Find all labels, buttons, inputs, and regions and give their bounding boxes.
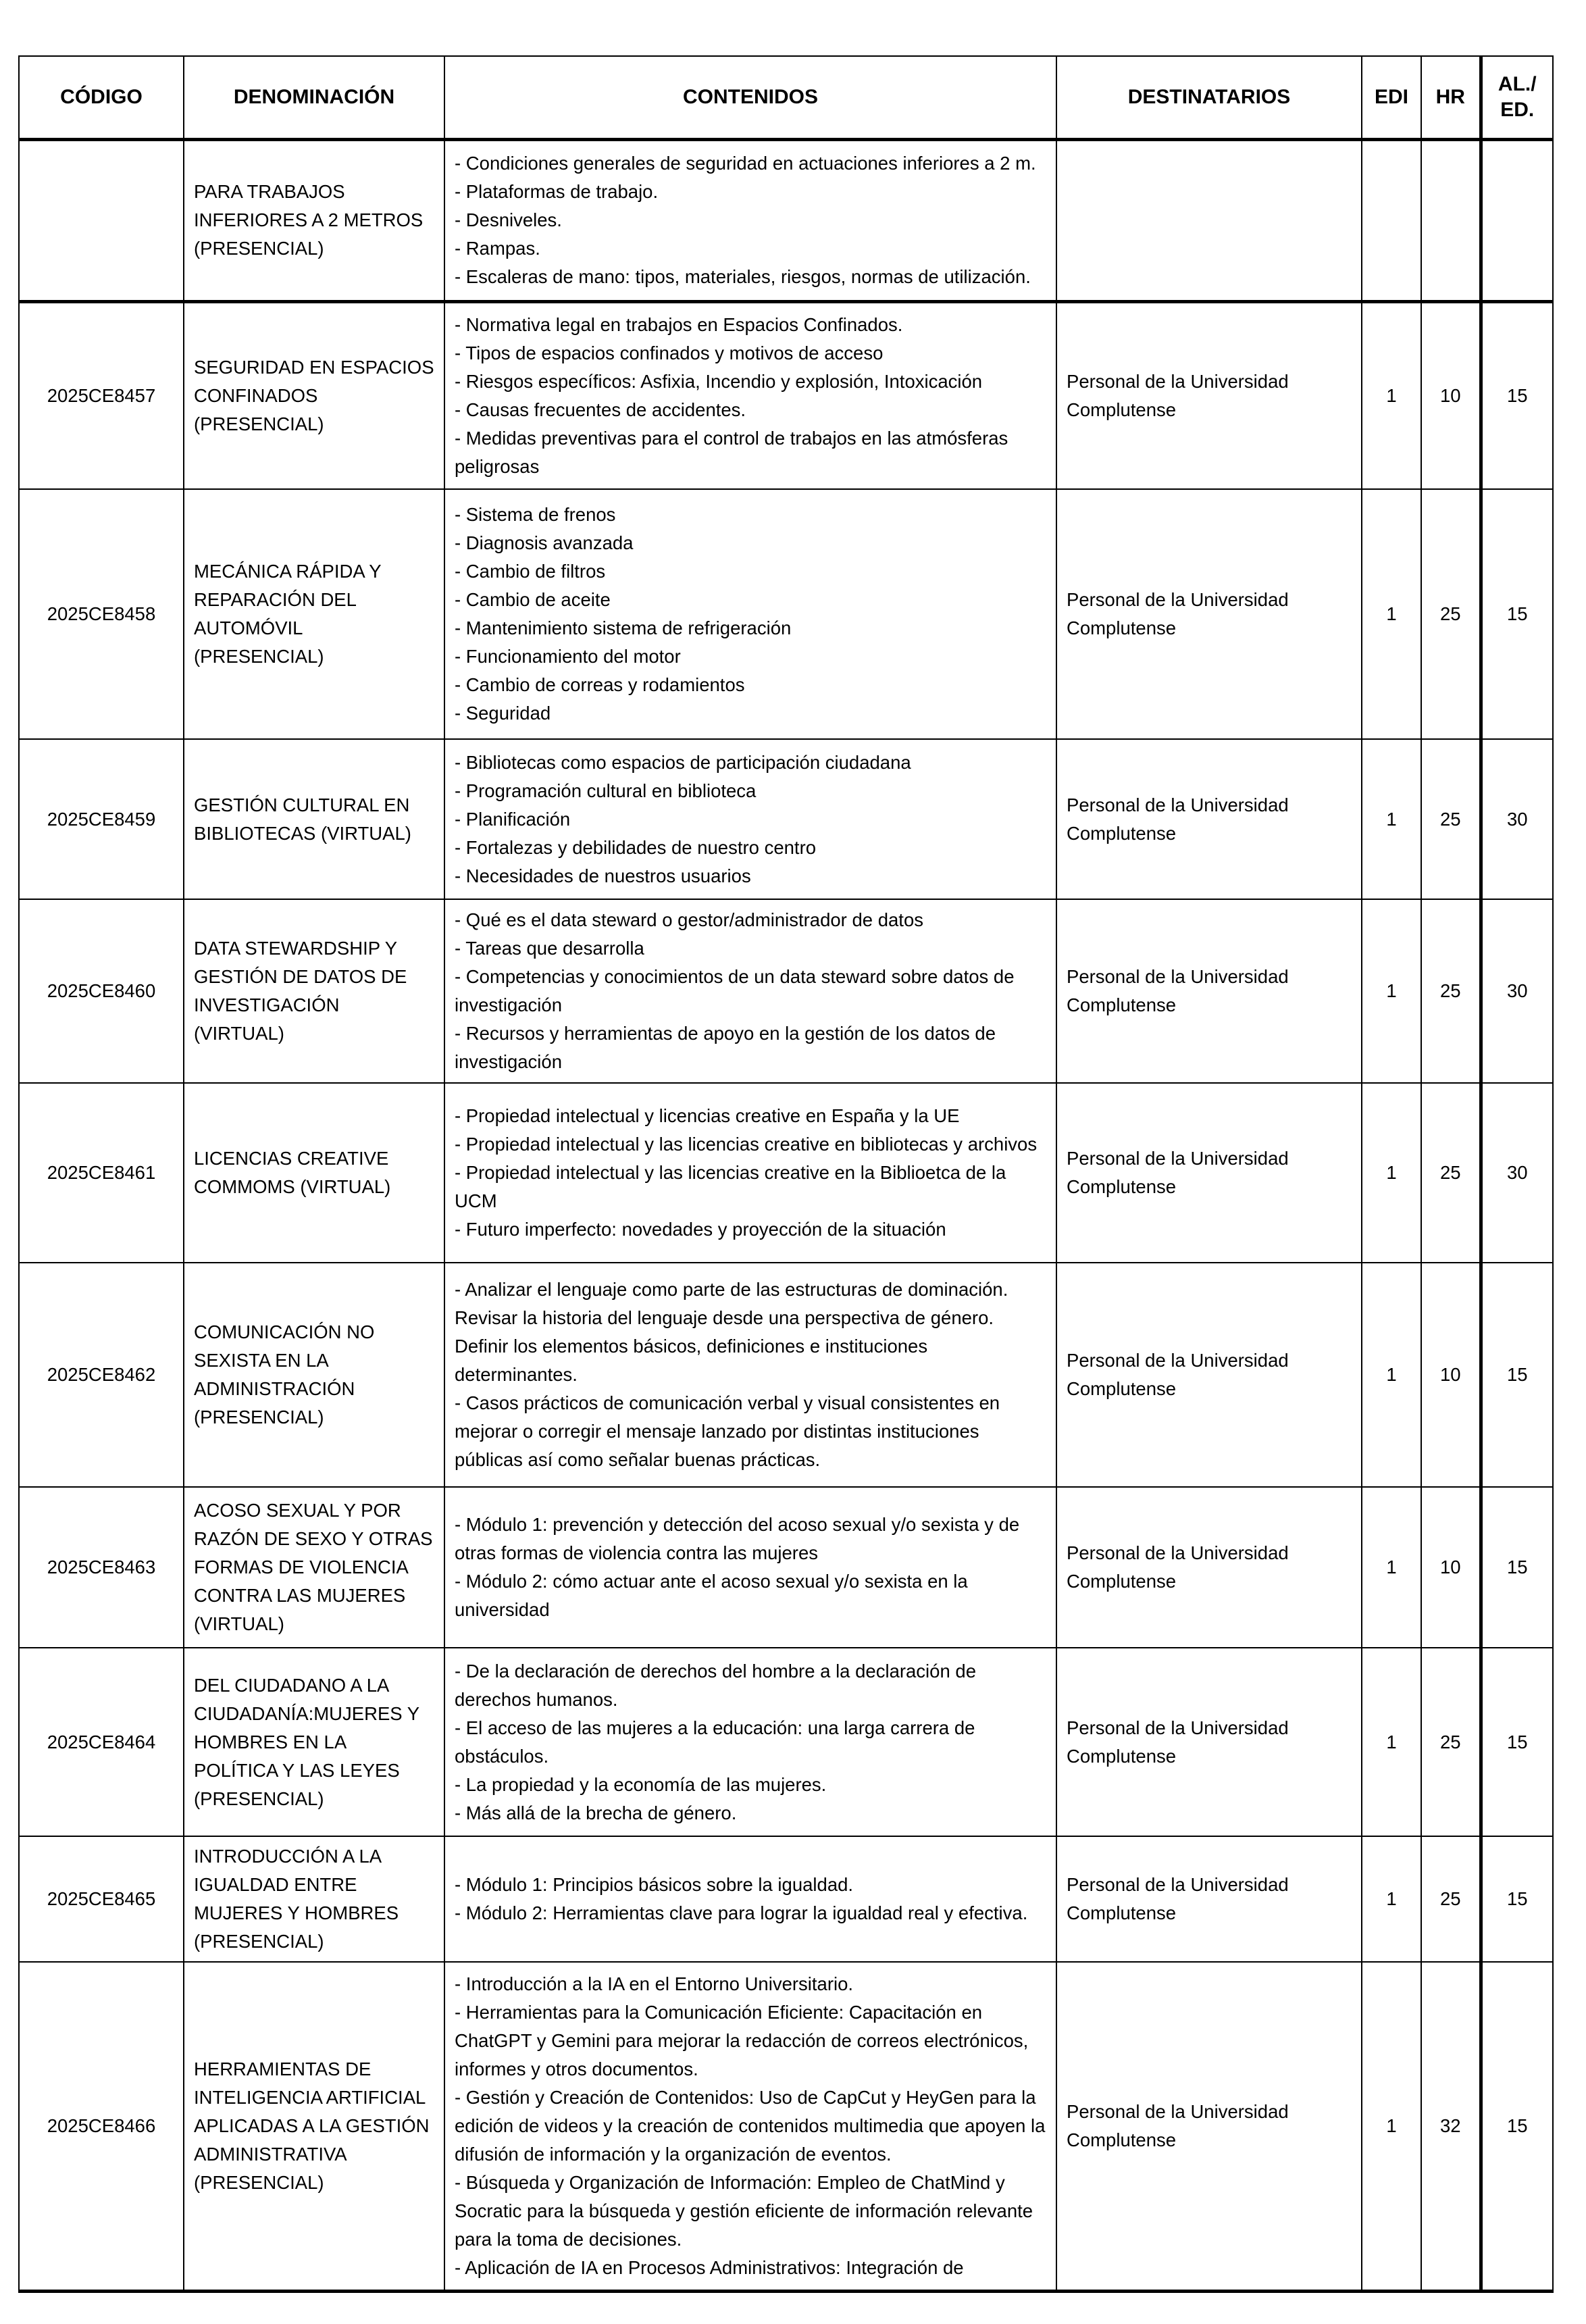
cell-edi: 1 <box>1362 1648 1421 1836</box>
cell-codigo: 2025CE8457 <box>19 301 184 489</box>
cell-contenidos <box>444 1487 1056 1648</box>
column-header-codigo: CÓDIGO <box>19 56 184 139</box>
cell-edi: 1 <box>1362 1263 1421 1487</box>
cell-edi: 1 <box>1362 489 1421 739</box>
content-item: - Escaleras de mano: tipos, materiales, riesgos, normas de utilización. <box>455 266 1031 287</box>
cell-al-ed: 30 <box>1481 1083 1553 1263</box>
table-header <box>19 56 1553 139</box>
cell-codigo: 2025CE8463 <box>19 1487 184 1648</box>
cell-contenidos <box>444 739 1056 899</box>
cell-contenidos <box>444 899 1056 1083</box>
cell-hr: 10 <box>1421 301 1481 489</box>
cell-hr: 25 <box>1421 489 1481 739</box>
table-row <box>19 1487 1553 1648</box>
content-item: - Normativa legal en trabajos en Espacios Confinados. <box>455 313 903 335</box>
cell-codigo: 2025CE8465 <box>19 1836 184 1962</box>
column-header-destinatarios: DESTINATARIOS <box>1056 56 1362 139</box>
cell-codigo: 2025CE8466 <box>19 1962 184 2291</box>
content-item: - Casos prácticos de comunicación verbal y visual consistentes en mejorar o corregir el mensaje lanzado por distintas instituciones públicas así como señalar buenas prácticas. <box>455 1392 1000 1470</box>
cell-denominacion: GESTIÓN CULTURAL EN BIBLIOTECAS (VIRTUAL) <box>184 739 444 899</box>
cell-al-ed: 15 <box>1481 1836 1553 1962</box>
content-item: - Más allá de la brecha de género. <box>455 1802 737 1823</box>
content-item: - Módulo 1: prevención y detección del acoso sexual y/o sexista y de otras formas de violencia contra las mujeres <box>455 1514 1020 1563</box>
table-body <box>19 139 1553 2291</box>
content-item: - Causas frecuentes de accidentes. <box>455 399 746 420</box>
cell-al-ed: 30 <box>1481 739 1553 899</box>
cell-contenidos <box>444 301 1056 489</box>
content-item: - Diagnosis avanzada <box>455 532 634 553</box>
cell-codigo <box>19 139 184 301</box>
cell-codigo: 2025CE8458 <box>19 489 184 739</box>
content-item: - Medidas preventivas para el control de trabajos en las atmósferas peligrosas <box>455 427 1008 477</box>
cell-edi: 1 <box>1362 301 1421 489</box>
cell-al-ed: 15 <box>1481 301 1553 489</box>
content-item: - Necesidades de nuestros usuarios <box>455 865 751 886</box>
cell-codigo: 2025CE8459 <box>19 739 184 899</box>
cell-denominacion: HERRAMIENTAS DE INTELIGENCIA ARTIFICIAL APLICADAS A LA GESTIÓN ADMINISTRATIVA (PRESENCIAL) <box>184 1962 444 2291</box>
content-item: - Fortalezas y debilidades de nuestro centro <box>455 836 817 858</box>
cell-destinatarios: Personal de la Universidad Complutense <box>1056 1487 1362 1648</box>
cell-destinatarios: Personal de la Universidad Complutense <box>1056 1263 1362 1487</box>
cell-contenidos <box>444 1648 1056 1836</box>
cell-destinatarios: Personal de la Universidad Complutense <box>1056 1962 1362 2291</box>
content-item: - Planificación <box>455 808 571 830</box>
content-item: - Propiedad intelectual y las licencias creative en bibliotecas y archivos <box>455 1134 1038 1155</box>
table-row <box>19 1263 1553 1487</box>
column-header-hr: HR <box>1421 56 1481 139</box>
cell-edi: 1 <box>1362 1962 1421 2291</box>
content-item: - De la declaración de derechos del hombre a la declaración de derechos humanos. <box>455 1660 976 1710</box>
cell-hr: 25 <box>1421 1836 1481 1962</box>
cell-denominacion: MECÁNICA RÁPIDA Y REPARACIÓN DEL AUTOMÓVIL (PRESENCIAL) <box>184 489 444 739</box>
cell-hr: 10 <box>1421 1263 1481 1487</box>
content-item: - El acceso de las mujeres a la educación: una larga carrera de obstáculos. <box>455 1717 975 1767</box>
cell-contenidos <box>444 489 1056 739</box>
content-item: - Gestión y Creación de Contenidos: Uso de CapCut y HeyGen para la edición de videos y la creación de contenidos multimedia que apoyen la difusión de información y la organización de eventos. <box>455 2086 1046 2165</box>
cell-hr: 25 <box>1421 1648 1481 1836</box>
cell-denominacion: SEGURIDAD EN ESPACIOS CONFINADOS (PRESENCIAL) <box>184 301 444 489</box>
cell-al-ed: 15 <box>1481 489 1553 739</box>
content-item: - Analizar el lenguaje como parte de las estructuras de dominación. Revisar la historia del lenguaje desde una perspectiva de género. Definir los elementos básicos, definiciones e instituciones determinantes. <box>455 1279 1008 1385</box>
cell-al-ed: 15 <box>1481 1487 1553 1648</box>
content-item: - Recursos y herramientas de apoyo en la gestión de los datos de investigación <box>455 1023 996 1072</box>
content-item: - Cambio de filtros <box>455 561 606 582</box>
cell-hr: 25 <box>1421 1083 1481 1263</box>
cell-al-ed: 15 <box>1481 1962 1553 2291</box>
content-item: - Sistema de frenos <box>455 504 616 525</box>
cell-edi: 1 <box>1362 739 1421 899</box>
course-table <box>18 55 1554 2293</box>
table-row <box>19 1648 1553 1836</box>
cell-codigo: 2025CE8462 <box>19 1263 184 1487</box>
table-row <box>19 301 1553 489</box>
cell-codigo: 2025CE8460 <box>19 899 184 1083</box>
content-item: - Propiedad intelectual y las licencias creative en la Biblioetca de la UCM <box>455 1162 1006 1211</box>
content-item: - Desniveles. <box>455 209 562 230</box>
cell-edi <box>1362 139 1421 301</box>
content-item: - Rampas. <box>455 238 540 259</box>
cell-contenidos <box>444 1083 1056 1263</box>
cell-destinatarios: Personal de la Universidad Complutense <box>1056 739 1362 899</box>
table-row <box>19 139 1553 301</box>
cell-destinatarios: Personal de la Universidad Complutense <box>1056 899 1362 1083</box>
cell-edi: 1 <box>1362 899 1421 1083</box>
content-item: - Cambio de aceite <box>455 589 611 610</box>
column-header-al-ed: AL./ ED. <box>1481 56 1553 139</box>
cell-destinatarios: Personal de la Universidad Complutense <box>1056 489 1362 739</box>
cell-contenidos <box>444 1836 1056 1962</box>
content-item: - La propiedad y la economía de las mujeres. <box>455 1773 827 1795</box>
content-item: - Mantenimiento sistema de refrigeración <box>455 617 792 638</box>
table-row <box>19 489 1553 739</box>
cell-codigo: 2025CE8464 <box>19 1648 184 1836</box>
cell-destinatarios: Personal de la Universidad Complutense <box>1056 1648 1362 1836</box>
cell-denominacion: COMUNICACIÓN NO SEXISTA EN LA ADMINISTRACIÓN (PRESENCIAL) <box>184 1263 444 1487</box>
table-row <box>19 1083 1553 1263</box>
content-item: - Futuro imperfecto: novedades y proyección de la situación <box>455 1219 946 1240</box>
content-item: - Módulo 2: Herramientas clave para lograr la igualdad real y efectiva. <box>455 1902 1028 1923</box>
content-item: - Condiciones generales de seguridad en actuaciones inferiores a 2 m. <box>455 153 1036 174</box>
content-item: - Módulo 1: Principios básicos sobre la igualdad. <box>455 1874 854 1895</box>
cell-denominacion: DEL CIUDADANO A LA CIUDADANÍA:MUJERES Y HOMBRES EN LA POLÍTICA Y LAS LEYES (PRESENCIAL) <box>184 1648 444 1836</box>
cell-hr: 25 <box>1421 739 1481 899</box>
cell-destinatarios: Personal de la Universidad Complutense <box>1056 1836 1362 1962</box>
content-item: - Introducción a la IA en el Entorno Universitario. <box>455 1973 854 1994</box>
content-item: - Qué es el data steward o gestor/administrador de datos <box>455 909 923 930</box>
content-item: - Aplicación de IA en Procesos Administrativos: Integración de <box>455 2256 964 2278</box>
cell-denominacion: LICENCIAS CREATIVE COMMOMS (VIRTUAL) <box>184 1083 444 1263</box>
cell-hr: 32 <box>1421 1962 1481 2291</box>
cell-codigo: 2025CE8461 <box>19 1083 184 1263</box>
content-item: - Tareas que desarrolla <box>455 938 644 959</box>
cell-contenidos <box>444 1962 1056 2291</box>
content-item: - Riesgos específicos: Asfixia, Incendio y explosión, Intoxicación <box>455 370 983 392</box>
cell-destinatarios: Personal de la Universidad Complutense <box>1056 1083 1362 1263</box>
cell-hr <box>1421 139 1481 301</box>
column-header-denominacion: DENOMINACIÓN <box>184 56 444 139</box>
table-row <box>19 1836 1553 1962</box>
cell-hr: 25 <box>1421 899 1481 1083</box>
cell-destinatarios: Personal de la Universidad Complutense <box>1056 301 1362 489</box>
header-row <box>19 56 1553 139</box>
table-row <box>19 739 1553 899</box>
cell-al-ed: 15 <box>1481 1263 1553 1487</box>
content-item: - Bibliotecas como espacios de participación ciudadana <box>455 751 911 773</box>
cell-hr: 10 <box>1421 1487 1481 1648</box>
content-item: - Herramientas para la Comunicación Eficiente: Capacitación en ChatGPT y Gemini para mejorar la redacción de correos electrónicos, informes y otros documentos. <box>455 2001 1029 2079</box>
cell-contenidos <box>444 1263 1056 1487</box>
cell-contenidos <box>444 139 1056 301</box>
content-item: - Tipos de espacios confinados y motivos de acceso <box>455 342 884 363</box>
content-item: - Plataformas de trabajo. <box>455 181 659 202</box>
content-item: - Seguridad <box>455 703 551 724</box>
cell-denominacion: INTRODUCCIÓN A LA IGUALDAD ENTRE MUJERES Y HOMBRES (PRESENCIAL) <box>184 1836 444 1962</box>
cell-al-ed: 30 <box>1481 899 1553 1083</box>
column-header-edi: EDI <box>1362 56 1421 139</box>
content-item: - Cambio de correas y rodamientos <box>455 674 745 695</box>
content-item: - Competencias y conocimientos de un data steward sobre datos de investigación <box>455 966 1015 1015</box>
table-row <box>19 1962 1553 2291</box>
content-item: - Búsqueda y Organización de Información: Empleo de ChatMind y Socratic para la búsqueda y gestión eficiente de información relevante para la toma de decisiones. <box>455 2171 1033 2250</box>
cell-denominacion: PARA TRABAJOS INFERIORES A 2 METROS (PRESENCIAL) <box>184 139 444 301</box>
cell-denominacion: ACOSO SEXUAL Y POR RAZÓN DE SEXO Y OTRAS FORMAS DE VIOLENCIA CONTRA LAS MUJERES (VIRTUAL) <box>184 1487 444 1648</box>
cell-al-ed: 15 <box>1481 1648 1553 1836</box>
cell-edi: 1 <box>1362 1487 1421 1648</box>
cell-edi: 1 <box>1362 1836 1421 1962</box>
column-header-contenidos: CONTENIDOS <box>444 56 1056 139</box>
cell-denominacion: DATA STEWARDSHIP Y GESTIÓN DE DATOS DE INVESTIGACIÓN (VIRTUAL) <box>184 899 444 1083</box>
cell-destinatarios <box>1056 139 1362 301</box>
content-item: - Módulo 2: cómo actuar ante el acoso sexual y/o sexista en la universidad <box>455 1571 968 1620</box>
content-item: - Funcionamiento del motor <box>455 646 681 667</box>
table-row <box>19 899 1553 1083</box>
content-item: - Propiedad intelectual y licencias creative en España y la UE <box>455 1105 960 1126</box>
cell-al-ed <box>1481 139 1553 301</box>
content-item: - Programación cultural en biblioteca <box>455 780 757 801</box>
cell-edi: 1 <box>1362 1083 1421 1263</box>
